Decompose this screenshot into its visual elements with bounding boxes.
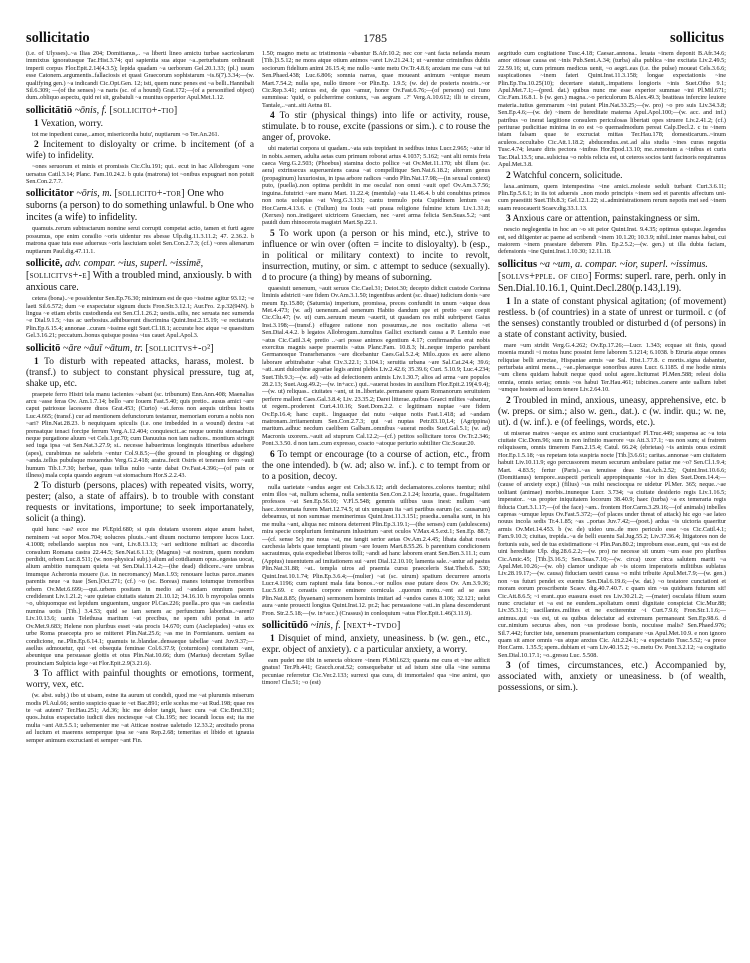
definition: One who suborns (a person) to do something unlawful. b One who incites (a wife) to infidelity. [26,188,254,224]
sense-number: 2 [34,481,39,492]
headword: sollicitē, [26,258,63,270]
sense-number: 3 [34,669,39,680]
sense-text: In a state of constant physical agitation; (of movement) restless. b (of countries) in a state of unrest or turmoil. c (of the senses) constantly troubled or disturbed d (of persons) in a state of constant activity, busied. [498,296,726,340]
dictionary-entry-head [26,105,254,117]
citation-block: praepete ferro Histri tela manu iacientes ~abant (sc. tribunum) Enn.Ann.408; Maenalias arcu ~asse feras Ov. Am.1.7.14; bello ~are Iouem Fast.5.40; quis pretio.. ausus amici ~are caput patriosue lacessere diuos Grat.453; (Curio) ~at..feros non aequis uiribus hostis Luc.4.665; (transf.) cur ad mentionem defunctorum testamur, memoriam eorum a nobis non ~ari? Plin.Nat.28.23. b nequiquam spiculis (i.e. one imbedded in a wound) dextra ~at prensatque tenaci forcipe ferrum Verg.A.12.404; conquiescit..ac neque uomitu stomachum neque purgatione aluum ~et Cels.1.pr.70; cum Danuuius non iam radices.. montium stringit sed iuga ipsa ~at Sen.Nat.3.27.9; si.. necesse habuerimus longinquis itineribus aduehere (apes), curabimus ne salebris ~entur Col.9.8.5;—(the ground in ploughing or digging) ~anda..tellus pubulsque mouendus Verg.G.2.418; aratra..fecit Osiris et teneram ferro ~auit humum Tib.1.7.30; herbae, quas tellus nulio ~ante dabat Ov.Fast.4.396;—(of pain or illness) mala copia quando aegrum ~at stomachum Hor.S.2.2.43. [26,390,254,479]
sense-text: Disquiet of mind, anxiety, uneasiness. b (w. gen., etc., expr. object of anxiety). c a particular anxiety, a worry. [262,633,490,655]
sense-number: 5 [270,228,275,239]
sense-definition [498,297,726,341]
sense-number: 4 [270,111,275,122]
columns-container [26,50,726,930]
citation-block: quid hunc ~as? ecce me Pl.Epid.680; si quis dotatam uxorem atque anum habet, neminem ~at sopor Mos.704; uolucres pluuis..~ant diuum nocturno tempore lucos Lucr. 4.1008; rebellando saepius nos ~ant, Liv.8.13.13; ~ari seditione militari ac discordia consulum Romana castra 22.44.5; Sen.Nat.6.1.13; (Magnus) ~at nostrum, quem nondum perdidit, orbem Luc.8.511; (w. non-physical subj.) alium ad cotidianum opus..egestas uocat, alium ambitio numquam quieta ~at Sen.Dial.11.4.2;—(the dead) didicere..~are umbras imumque Acheronta mouere (i.e. in necromancy) Man.1.93; renouare luctus parce..manes parentis neue ~a tuae [Sen.]Oct.271; (cf.) ~o (sc. Boreas) manes totumque tremoribus orbem Ov.Met.6.699;—qui..urbem positam in medio ad ~andam omnium pacem crediderant Liv.1.21.2; ~are quietae ciuitatis statum 21.10.12; 34.16.10. b myropolas omnis ~o, ubiquomque est lepidum unguentum, unguor Pl.Cas.226; puella..pro qua ~as caelestia numina uotis [Tib.] 3.4.53; quid se iam senem ac perfunctum laboribus..~arent? Liv.10.13.6; uanis Telethusa maritum ~at precibus, ne spem sibi ponat in arto Ov.Met.9.683; Helene non pluribus esset ~ata procis 14.670; cum (Asclepiades) ~atus ex urbe Roma praecepta pro se mitteret Plin.Nat.25.6; ~as me in Formianum. ueniam ea condicione, ne..Plin.Ep.6.14.1; quamuis te..blandae..densaeque tabellae ~ant Juv.9.37;—asellus admouetur, qui ~et obsequia feminae Col.6.37.9; (coturnices) comitatum ~ant, abeuntque una persuasae glottis et otus Plin.Nat.10.66; dum (Marius) decretam Syllae prouinciam Sulpicia lege ~at Flor.Epit.2.9(3.21.6). [26,526,254,667]
citation-block: 1.50; magno metu ac tristimonia ~abantur B.Afr.10.2; nec cor ~ant facta nefanda meum [Tib.]3.5.12; ne mora atque otium animos ~aret Liv.21.24.1; ut ~arentur criminibus dubiis sociorum fidelium animi 26.15.4; me nullo ~ante metu Ov.Tr.4.8.6; anxiam me cura ~at tui Sen.Phaed.438; Luc.6.806; somnia narras, quae moueant animum ~entque meum Mart.7.54.2; nulla spe, nullo timore ~or Plin.Ep. 1.9.5; (w. de) de posteris nostris..~or Cic.Rep.3.41; unicus est, de quo ~amur, honor Ov.Fast.6.76;—(of persons) cui Iuno summissa: 'quid, o pulcherrime coniunx, ~as aegram ..?' Verg.A.10.612; illi te circum, Tantale,..~ant..siti Aetna 81. [262,50,490,109]
citation-block: nulla uarietate ~andus aeger est Cels.3.6.12; aridi declamatores..colores tuentur; nihil enim illos ~at, nullum schema, nulla sententia Sen.Con.2.1.24; luxuria, quae.. frugalitatem professos ~at Sen.Ep.56.10; V.Fl.5.548; gemmis uilibus usus inest: nullum ~ant haec..toreumata furem Mart.12.74.5; ut uix umquam ita ~ari partibus earum (sc. causarum) debeamus, ut non summae meminerimus Quint.Inst.11.3.151; praedia..uenalia sunt, in his me multa ~ant, aliqua nec minora deterrent Plin.Ep.3.19.1;—(the senses) cum (adulescens) mira specie conplurium feminarum inlustrium ~aret oculos V.Max.4.5.ext.1; Sen.Ep. 88.7;—(cf. sense 5c) me noua ~at, me tangit serior aetas Ov.Am.2.4.45; libata dabat roseis carchesia labris quae temptanti pisum ~are Iouem Mart.8.55.26. b parentium condicionem sacrauimus, quia expediebat liberos tolli; ~andi ad hanc laborem erant Sen.Ben.3.11.1; cum (Appius) iuuentutem ad imitationem sui ~aret Dial.12.10.10; lamenta sale..~antur ad pastus Plin.Nat.31.88; ~at.. templa uiros ad praemia cursu praeceleris Stat.Theb.6. 530; Quint.Inst.10.1.74; Plin.Ep.3.6.4;—(mulier) ~at (sc. uirum) spatium decurrere amoris Lucr.4.1196; cum rapiunt mala fata bonos..~or nullos esse putare deos Ov. Am.3.9.36; Luc.5.69. c cerastis corpore eminere cornicula ..quorum motu..~ent ad se aues Plin.Nat.8.85; (hyaenam) sermonem hominis imitari ad ~andos canes 8.106; 32.121; uelut aura ~ante prouecti longius Quint.Inst.12. pr.2; hac persuasione ~ati..in plana descenderunt Fron. Str.2.5.18;—(w. in+acc.) (Crassus) in conloquium ~atus Flor.Epit.1.46(3.11.9). [262,483,490,617]
grammar-info: adv. compar. ~ius, superl. ~issimē, [64,258,204,270]
sense-definition [262,111,490,144]
citation-block: eam pudet me tibi in senecta obicere ~inem Pl.Mil.623; quanta me cura et ~ine adficit gnatus! Ter.Ph.441; Gracch.orat.52; consequebatur ut ad istum sine ulla ~ine summa pecuniae referretur Cic.Ver.2.133; surrexi qua cura, di immortales! qua ~ine animi, quo timore! Clu.51; ~o (est) [262,656,490,687]
grammar-info: ~inis, f. [310,619,341,631]
etymology: [sollicitvs+-e] [26,270,91,282]
dictionary-entry-head [262,620,490,632]
headword: sollicitūdō [262,619,309,631]
headword: sollicitō [26,342,61,354]
citation-block: mare ~um stridit Verg.G.4.262; Ov.Ep.17.26;—Lucr. 1.343; ecquae sit finis, quoad moenia mundi ~i motus hunc possint ferre laborem 5.1214; 6.1038. b Etruria atque omnes reliquiae belli arrectae, Hispaniae armis ~ae Sal. Hist.1.77.8. c mortis..signa dabantur, perturbata animi mens..., ~ae..plenaeque sonoribus aures Lucr. 6.1185. d me hodie nimis ~um cliens quidam habuit neque quod uolui agere..licitumst Pl.Men.588; releui dolia omnia, omnis serias; omnis ~os habui Ter.Hau.461; tubicines..canere ante uallum iubet ~umque hostem ad lucem tenere Liv.2.64.10. [498,341,726,394]
etymology: [sollicitvs+-o²] [145,342,214,354]
sense-text: (of times, circumstances, etc.) Accompanied by, associated with, anxiety or uneasiness. b (of wealth, possessions, or sim.). [498,661,726,694]
citation-block: (w. abst. subj.) ibo ut uisam, estne ita aurum ut condidi, quod me ~at plurumis miserum modis Pl.Aul.66; sentio suspicio quae te ~et Bac.891; erile scelus me ~at Rud.198; quae res te ~at autem? Ter.Hau.251; Ad.36; hic me dolor tangit, haec cura ~at Cic.Brut.331; quos..huius exspectatio iudicii dies noctesque ~at Clu.195; nec iocandi locus est; ita me multa ~ant Att.5.5.1; uehementer me ~at Atticae nostrae ualetudo 12.33.2; anxitudo prona ad luctum et maerens semperque ipsa se ~ans Rep.2.68; temeritas et libido et ignauia semper animum excruciant et semper ~ant Fin. [26,692,254,744]
etymology: [sollicito+-tor] [114,188,185,200]
column-right [498,50,726,930]
citation-block: nescio neglegentia in hoc an ~o sit peior Quint.Inst. 9.4.35; optimus quisque..legendus est, sed diligenter ac paene ad scribendi ~inem 10.1.20; 10.3.9; nihil..inter manus habui, cui maiorem ~inem praestare deberem Plin. Ep.2.5.2;—(w. gen.) ut illa dubia faciam, defensionis ~ine Quint.Inst.1.10.30; 12.11.18. [498,226,726,256]
sense-definition [26,119,254,130]
sense-definition [26,669,254,691]
sense-text: To disturb with repeated attacks, harass, molest. b (transf.) to subject to constant physical pressure, tug at, shake up, etc. [26,356,254,389]
grammar-info: ~āre ~āuī ~ātum, tr. [62,342,143,354]
citation-block: tot me inpedient curae,..amor, misericordia huiu', nuptiarum ~o Ter.An.261. [32,130,220,138]
sense-text: To disturb (persons, places) with repeated visits, worry, pester; (also, a state of affairs). b to trouble with constant requests or invitations, importune; to seek importanately, solicit (a thing). [26,481,254,525]
page-number: 1785 [363,31,387,45]
sense-definition [262,634,490,656]
sense-text: Vexation, worry. [40,118,104,129]
sense-definition [262,450,490,483]
dictionary-entry-head [26,343,254,355]
sense-definition [26,481,254,525]
citation-block: ubi materiai corpora ui quadam..~ata suis trepidant in sedibus intus Lucr.2.965; ~atur id in nobis..semen, adulta aetas cum primum roborat artus 4.1037; 5.162; ~ant alii remis freta caeca Verg.G.2.503; (Phoebus) stamina docto pollice ~at Ov.Met.11.170; ubi illum (sc. aera) extrinsecus superueniens causa ~at compellitque Sen.Nat.6.18.2; alterum genus (propaginum) luxuriosius, in ipsa arbore radices ~ando Plin.Nat.17.98;—(in sexual context) puto, (puella)..non optima perdidit in me oscula! non omni ~auit ope! Ov.Am.3.7.56; inguina..fututrici ~are manu Mart. 11.22.4; (mentula) ~ata 11.46.4. b ubi conubitus primos non nota uoluptas ~at Verg.G.3.131; cantu tremulo pota Cupidinem lentum ~as Hor.Carm.4.13.6. c (Tullum) ira Iouis ~ati praua religione fulmine ictum Liv.1.31.8; (Xerxes) non..instigaret uictricem Graeciam, nec ~aret arma felicia Sen.Suas.5.2; ~ant pauidi dum rhinocerota magistri Mart.Sp.22.1. [262,145,490,227]
column-middle [262,50,490,930]
grammar-info: ~ōris, m. [76,188,113,200]
citation-block: cetera (bona)..~e possidentur Sen.Ep.76.30; minimum est de quo ~issime agitur 93.12; ~e laeti Sil.6.572; dum ~e exspectatur signum ducis Fron.Str.3.12.1; Aur.Fro. 2.p.32(94N). b lingua ~e etiam ebriis custodienda est Sen.Cl.1.26.2; uestis..uilis, nec seruata nec sumenda ~e Dial.9.1.5; ~ius ac uerbosius..adhibuerunt discrimina Quint.Inst.2.15.19; ~e recitaturis Plin.Ep.6.15.4; annonae ..curam ~issime egit Suet.Cl.18.1; accurate hoc atque ~e quaesitum Gel.3.16.21; peccatum..bonus quisque postea ~ius cauet Apul.Apol.3. [26,295,254,340]
running-head-right-word: sollicitus [670,30,724,46]
dictionary-entry-head [26,188,254,224]
sense-number: 3 [506,214,511,225]
sense-number: 3 [506,661,511,672]
sense-number: 1 [506,296,511,307]
headword: sollicitātiō [26,104,73,116]
sense-number: 1 [34,118,39,129]
sense-definition [498,661,726,694]
citation-block: laxa..animum, quem intempestina ~ine amici..moleste seduli turbant Curt.3.6.11; Plin.Ep.5.6.1; in iis tot aduersis ..non modo principis ~inem sed et parentis affectum uni-cum praestitit Suet.Tib.8.3; Gel.12.1.22; si..administrationem rerum nepotis mei sed ~inem suam reuocauerit Scaev.dig.33.1.13. [498,182,726,212]
grammar-info: ~ōnis, f. [74,104,107,116]
running-head-left-word: sollicitatio [26,30,90,46]
sense-definition [26,140,254,162]
sense-definition [498,171,726,182]
grammar-info: ~a ~um, a. compar. ~ior, superl. ~issimus. [539,258,708,270]
column-left [26,50,254,930]
sense-text: To afflict with painful thoughts or emotions, torment, worry, vex, etc. [26,669,254,691]
sense-number: 2 [506,170,511,181]
etymology: [sollvs+pple. of cieo] [498,270,592,282]
sense-text: To stir (physical things) into life or activity, rouse, stimulate. b to rouse, excite (passions or sim.). c to rouse the anger of, provoke. [262,111,490,144]
sense-definition [262,229,490,284]
sense-number: 2 [34,140,39,151]
sense-definition [498,396,726,429]
sense-text: Incitement to disloyalty or crime. b incitement (of a wife) to infidelity. [26,140,254,162]
sense-text: To tempt or encourage (to a course of action, etc., from the one intended). b (w. ad; also w. inf.). c to tempt from or to a position, decoy. [262,449,490,482]
sense-text: Anxious care or attention, painstakingness or sim. [512,214,700,225]
definition: With a troubled mind, anxiously. b with anxious care. [26,270,252,294]
sense-number: 1 [34,356,39,367]
definition: Forms: superl. rare, perh. only in Sen.Dial.10.16.1, Quint.Decl.280(p.143,l.19). [498,270,726,294]
running-head [26,30,724,48]
dictionary-entry-head [26,258,254,294]
sense-text: Troubled in mind, anxious, uneasy, apprehensive, etc. b (w. preps. or sim.; also w. gen., dat.). c (w. indir. qu.; w. ne, ut). d (w. inf.). e (of feelings, words, etc.). [498,395,726,428]
sense-number: 2 [506,395,511,406]
headword: sollicitātor [26,188,74,200]
sense-text: Watchful concern, solicitude. [512,170,623,181]
citation-block: quamuis..rerum subtractarum nomine serui corrupti competat actio, tamen et furti agere possumus, ope enim consilio ~oris uidentur res abesse Ulp.dig.11.3.11.2; 47. 2.36.2. b matrona quae tuta esse aduersus ~oris lasciuiam uolet Sen.Con.2.7.3; (cf.) ~ores alienarum nuptiarum Paul.dig.47.11.1. [26,225,254,255]
dictionary-entry-head [498,259,726,295]
sense-number: 6 [270,449,275,460]
etymology: [next+-tvdo] [343,619,401,631]
citation-block: ~ones seruorum et minis et promissis Cic.Clu.191; qui.. ecut in hac Allobrogum ~one uersatus Catil.3.14; Planc. Fam.10.24.2. b quia (matrona) tot ~onibus expugnari non potuit Sen.Con.2.7.7. [26,163,254,186]
sense-text: To work upon (a person or his mind, etc.), strive to influence or win over (often = incite to disloyalty). b (esp., in political or military context) to incite to revolt, insurrection, mutiny, or sim. c attempt to seduce (sexually). d to procure (a thing) by means of suborning. [262,228,490,283]
citation-block: quaesiuit uenenum, ~auit seruos Cic.Cael.31; Deiot.30; decepto didicit custode Corinna liminis adstricti ~are fidem Ov.Am.3.1.50; ingentibus ardent (sc. diuae) iudicium donis ~are meum Ep.15.80; (Saturnia) imperium, promissa, preces confundit in unum ~atque deas Met.4.473; (w. ad) uenenum..ad uenenum Habito dandum spe et pretio ~are coepit Cic.Clu.47; (w. ut) cum..seruum meum ~auerit, ut quasdam res mihi subriperet Gaius Inst.3.198;—(transf.) effugere ratione non possumus,..ne nos oscitatio aliena ~et Sen.Dial.4.4.2. b legatos Allobrogum..tumultus Gallici excitandi causa a P. Lentulo esse ~atus Cic.Catil.3.4; pretio ..~ari posse animos egentium 4.17; confirmandus erat nobis exercitus magnis saepe praemiis ~atus Planc.Fam. 10.8.3; hi..neque imperio parebant Germanosque Transrhenanos ~are dicebantur Caes.Gal.5.2.4; Milo..quos ex aere alieno laborare arbitrabatur ~abat Civ.3.22.1; 3.104.1; seruitia urbana ~are Sal.Cat.24.4; 39.6; ~ati..sunt dulcedine agrariae legis animi plebis Liv.2.42.6; 35.39.6; Curt. 5.10.9; Luc.4.234; Suet.Tib.9.3;—(w. ad) ~atis ad defectionem animis Liv.1.30.7; alios ad arma ~are populos 28.2.13; Suet.Aug.49.2;—(w. in+acc.) qui..~auerat hostes in auxilium Flor.Epit.2.19(4.9.4);—(w. ut) reliquas.. ciuitates ~ant, ut in..libertate..permanere quam Romanorum seruitutem perferre mallent Caes.Gal.3.8.4; Liv. 23.35.2; Darei litterae..quibus Graeci milites ~abantur, ut regem..proderent Curt.4.10.16; Suet.Dom.2.2. c legitimam nuptae ~are fidem Ov.Ep.16.4; hanc cupit.. linguaque dat nutu ~atque notis Fast.1.418; ad ~andam matronam..irritamentum Sen.Con.2.7.3; qui ~at nuptas Petr.83.10,L4; (Agrippina) maritum..adhuc necdum caelibem Galbam..omnibus ~auerat modis Suet.Gal.5.1; (w. ad) Macronis uxorem..~auit ad stuprum Cal.12.2;—(cf.) petitos sollicitare toros Ov.Tr.2.346; Pont.3.3.50. d non tam..cum expresso, coacto ~atoque periurio subtiliter Cic.Scaur.20. [262,284,490,448]
headword: sollicitus [498,258,538,270]
sense-definition [498,214,726,225]
citation-block: ut miserae matres ~aeque ex animo sunt cruciantque! Pl.Truc.449; suspensa ac ~a tota ciuitate Cic.Dom.96; sum in non infinito maerore ~us Att.3.17.1; ~us non sum; si fratrem reliquissem, omnis timerem Fam.2.15.4; Catul. 66.24; (ebrietas) ~is animis onus eximit Hor.Ep.1.5.18; ~us repetam tota suspiria nocte [Tib.]3.6.61; caritas..annonae ~am ciuitatem habuit Liv.10.11.9; ego percussorem meum securum ambulare patiar me ~o? Sen.Cl.1.9.4; Mart. 4.83.5; fertur (Paris)..~as tenuisse deas Stat.Ach.2.52; Quint.Inst.10.6.6; (Domitianus) tempore..suspecti periculi appropinquante ~ior in dies Suet.Dom.14.4;—(cause of anxiety expr.) (filius) ~us mihi nesciocqua re uidetur Pl.Mer. 365; neque..~ae uolitant (animae) morbis..inuneque Lucr. 3.734; ~a ciuitate desiderio regis Liv.1.16.5; imperator.. ~us propter iniquitatem locorum 38.40.9; haec (turba) ~a ex temeraria regis fiducia Curt.3.1.17;—(of the face) ~am.. frontem Hor.Carm.3.29.16;—(of animals) inbelles capreas ~umque lepus Ov.Fast.5.372;—(of places under threat of attack) hic ego ~ae lateo nouus incola sedis Tr.4.1.85; ~as ..portas Juv.7.42;—(poet.) ardua ~is uictoria quaeritur armis Ov.Met.14.453. b (w. de) uideo uns..de meo periculo esse ~os Cic.Catil.4.1; Fam.9.10.3; ciuitas, trepida..~a de belli euentu Sal.Jug.55.2; Liv.37.36.4; litigatores non de fortunis suis, sed de tua existimatione ~i Plin.Pan.80.2; improbum esse..eum, qui ~us est de uini hereditate Ulp. dig.28.6.2.2;—(w. pro) ne necesse sit unum ~um esse pro pluribus Cic.Amic.45; [Tib.]3.16.5; Sen.Suas.7.10;—(w. circa) uxor circa salutem mariti ~a Apul.Met.10.26;—(w. ob) clamor undique ab ~is uicem imperatoris militibus sublatus Liv.28.19.17;—(w. causa) fiduciam uestri causa ~o mihi tribuite Apul.Met.7.9;—(w. gen.) non ~us futuri pendet ex euentu Sen.Dial.6.19.6;—(w. dat.) ~o testatore cunctationi et moram eorum proscribente Scaev. dig.40.7.40.7. c quam sim ~us quidnam futurum sit! Cic.Att.8.6.5; ~i erant..quo euasura esset res Liv.30.21.2; —(mater) osculata filium suum nunc cruciatur et ~a est ne eundem..spoliatum omni dignitate conspiciat Cic.Mur.88; Liv.35.31.1; uacillantes..milites et ne exciterentur ~i Curt.7.9.6; Fron.Str.1.1.6;—animus..qui ~us est, ut ea quibus delectatur ad extremum permaneant Sen.Ep.98.6. d cur..nimium securus abes, non ~us prodesse bonis, nocuisse malis? Sen.Phaed.976; Sil.7.442; furciter iste, uenenum praesentarium comparare ~us Apul.Met.10.9. e non ignoro quam sit amor omnis ~us atque anxius Cic. Att.2.24.1; ~a expectatio Tusc.5.52; ~a prece Hor.Carm. 1.35.5; spem..dubiam et ~am Liv.40.15.2; ~o..metu Ov. Pont.3.2.12; ~a cogitatio Sen.Dial.10.17.1; ~o..gressu Luc. 5.508. [498,429,726,659]
citation-block: (i.e. of Ulysses)..~a Ilias 204; Domitianus,.. ~a liberti lineo amictu turbae sacricolarum immixtus ignoratusque Tac.Hist.3.74; qui sapientia sua atque ~a..perturbatum ordinauit imperii corpus Flor.Epit.2.14(4.3.5); lepida quadam ~a uerborum Gel.20.1.33; (pl.) usum esse Catonem..argumentis..fallaciosis et quasi Graecorum sophistarum ~is.6(7).3.34;—(w. qualifying gen.) ~a indicandi Cic.Opt.Gen. 12; isti, quem nunc penes est ~a belli..Hannibali Sil.6.309; —(of the senses) ~a naris (sc. of a hound) Grat.172;—(of a personified object) dum..obliquo aspectu, quid rei sit, grabatuli ~a munitus opperior Apul.Met.1.12. [26,50,254,102]
citation-block: aegritudo cum cogitatione Tusc.4.18; Caesar..annona.. leuata ~inem deponit B.Afr.34.6; amor otiosae causa est ~inis Pub.Sent.A.34; (turba) alia publica ~ine excitata Liv.2.49.5; 22.59.16; ut, cum primum medicus uenit, ~o aegri..eas (i.e. the pulse) moueat Cels.3.6.6; suspicationes ~inem fateri Quint.Inst.11.3.158; longae expectationis ~ine Plin.Ep.Tra.10.25(10); decertare statuit,..impatiens longioris ~inis Suet.Otho 9.1; Apul.Met.7.1;—(pred. dat.) quibus nunc me esse experior summae ~ini Pl.Mil.671; Cic.Fam.16.8.1. b (w. gen.) magna..~o periculorum B.Alex.49.3; beatiteas infercire leuiore materia..tutius gemmarum ~ini putant Plin.Nat.33.25;—(w. pro) ~o pro suis Liv.34.3.8; Sen.Ep.4.6;—(w. de) ~inem de hereditate materna Apul.Apol.100;—(w. acc. and inf.) patribus ~o inerat largitione consulem periculosas libertati opes struere Liv.2.41.2; (cf.) periturae pudicitiae minima in eo est ~o quemadmodum pereat Calp.Decl.2. c tu ~inem istam falsam quae te excruciat mittas Ter.Hau.178; domesticarum..~inum aculeos..occultabo Cic.Att.1.18.2; abducendus..est..ad alia studia ~ines curas negotia Tusc.4.74; leuare diris pectora ~inibus Hor.Epod.13.10; me..remotum a ~inibus et curis Tac.Dial.13.5; una..sulsiciua ~o nobis relicta est, ut ceteros socios tanti facinoris requiramus Apul.Met.3.8. [498,50,726,169]
sense-number: 1 [270,633,275,644]
sense-definition [26,357,254,390]
etymology: [sollicito+-tio] [109,104,178,116]
